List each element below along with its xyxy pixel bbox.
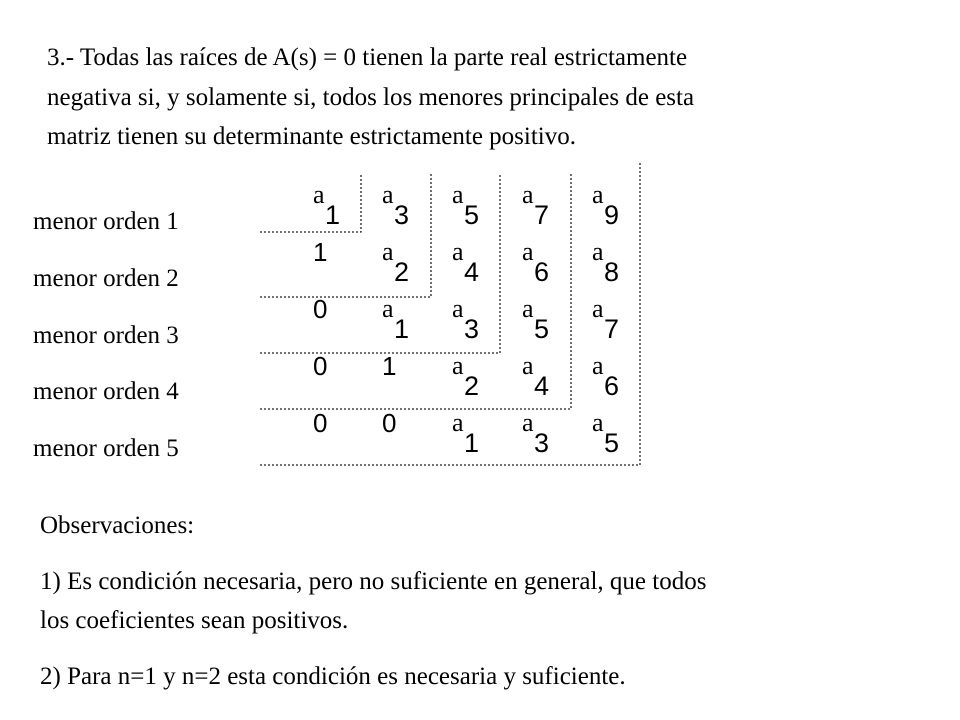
cell-value: 0 — [382, 408, 397, 438]
cell-subscript: 6 — [604, 371, 620, 401]
cell-subscript: 5 — [464, 200, 480, 230]
cell-base: a — [452, 294, 464, 323]
observation-1-line-1: 1) Es condición necesaria, pero no suficiente en general, que todos — [40, 568, 707, 595]
cell-subscript: 1 — [325, 200, 341, 230]
matrix-cell — [379, 408, 449, 472]
matrix-cell — [589, 237, 659, 301]
paragraph-line-2: negativa si, y solamente si, todos los menores principales de esta — [47, 84, 695, 111]
cell-subscript: 3 — [394, 200, 410, 230]
cell-base: a — [522, 294, 534, 323]
matrix-cell — [519, 408, 589, 472]
cell-subscript: 3 — [534, 428, 550, 458]
cell-base: a — [592, 237, 604, 266]
cell-subscript: 7 — [534, 200, 550, 230]
matrix-cell — [449, 180, 519, 244]
cell-base: a — [313, 180, 325, 209]
cell-base: a — [452, 237, 464, 266]
matrix-cell — [310, 351, 380, 415]
cell-base: a — [522, 351, 534, 380]
matrix-cell — [589, 408, 659, 472]
observations-title: Observaciones: — [40, 512, 195, 539]
cell-subscript: 3 — [464, 314, 480, 344]
matrix-cell — [449, 351, 519, 415]
matrix-cell — [589, 351, 659, 415]
cell-subscript: 4 — [464, 257, 480, 287]
cell-base: a — [452, 180, 464, 209]
cell-value: 1 — [382, 351, 397, 381]
matrix-cell — [589, 294, 659, 358]
row-label-4: menor orden 4 — [33, 378, 179, 405]
matrix-cell — [449, 237, 519, 301]
matrix-cell — [310, 237, 380, 301]
matrix-cell — [310, 294, 380, 358]
matrix-cell — [519, 180, 589, 244]
cell-subscript: 4 — [534, 371, 550, 401]
observation-2: 2) Para n=1 y n=2 esta condición es necesaria y suficiente. — [40, 663, 626, 690]
cell-subscript: 7 — [604, 314, 620, 344]
cell-value: 0 — [313, 408, 328, 438]
matrix-cell — [589, 180, 659, 244]
cell-base: a — [452, 351, 464, 380]
row-label-2: menor orden 2 — [33, 265, 179, 292]
paragraph-line-3: matriz tienen su determinante estrictamente positivo. — [47, 123, 576, 150]
matrix-cell — [519, 294, 589, 358]
cell-base: a — [592, 408, 604, 437]
cell-subscript: 8 — [604, 257, 620, 287]
matrix-cell — [519, 351, 589, 415]
cell-subscript: 2 — [394, 257, 410, 287]
cell-base: a — [382, 237, 394, 266]
matrix-cell — [519, 237, 589, 301]
cell-subscript: 2 — [464, 371, 480, 401]
matrix-cell — [449, 294, 519, 358]
row-label-3: menor orden 3 — [33, 322, 179, 349]
cell-subscript: 1 — [394, 314, 410, 344]
cell-base: a — [592, 294, 604, 323]
cell-base: a — [452, 408, 464, 437]
cell-subscript: 6 — [534, 257, 550, 287]
paragraph-line-1: 3.- Todas las raíces de A(s) = 0 tienen la parte real estrictamente — [47, 44, 688, 71]
row-label-5: menor orden 5 — [33, 435, 179, 462]
matrix-cell — [379, 351, 449, 415]
cell-base: a — [522, 180, 534, 209]
cell-subscript: 9 — [604, 200, 620, 230]
cell-value: 0 — [313, 294, 328, 324]
cell-value: 0 — [313, 351, 328, 381]
matrix-cell — [379, 180, 449, 244]
cell-subscript: 5 — [604, 428, 620, 458]
observation-1-line-2: los coeficientes sean positivos. — [40, 607, 349, 634]
cell-base: a — [522, 408, 534, 437]
row-label-1: menor orden 1 — [33, 208, 179, 235]
cell-subscript: 1 — [464, 428, 480, 458]
matrix-cell — [379, 294, 449, 358]
matrix-cell — [449, 408, 519, 472]
cell-base: a — [592, 180, 604, 209]
cell-base: a — [382, 180, 394, 209]
cell-value: 1 — [313, 237, 328, 267]
cell-base: a — [382, 294, 394, 323]
cell-subscript: 5 — [534, 314, 550, 344]
cell-base: a — [522, 237, 534, 266]
matrix-cell — [310, 180, 380, 244]
matrix-cell — [379, 237, 449, 301]
cell-base: a — [592, 351, 604, 380]
matrix-cell — [310, 408, 380, 472]
